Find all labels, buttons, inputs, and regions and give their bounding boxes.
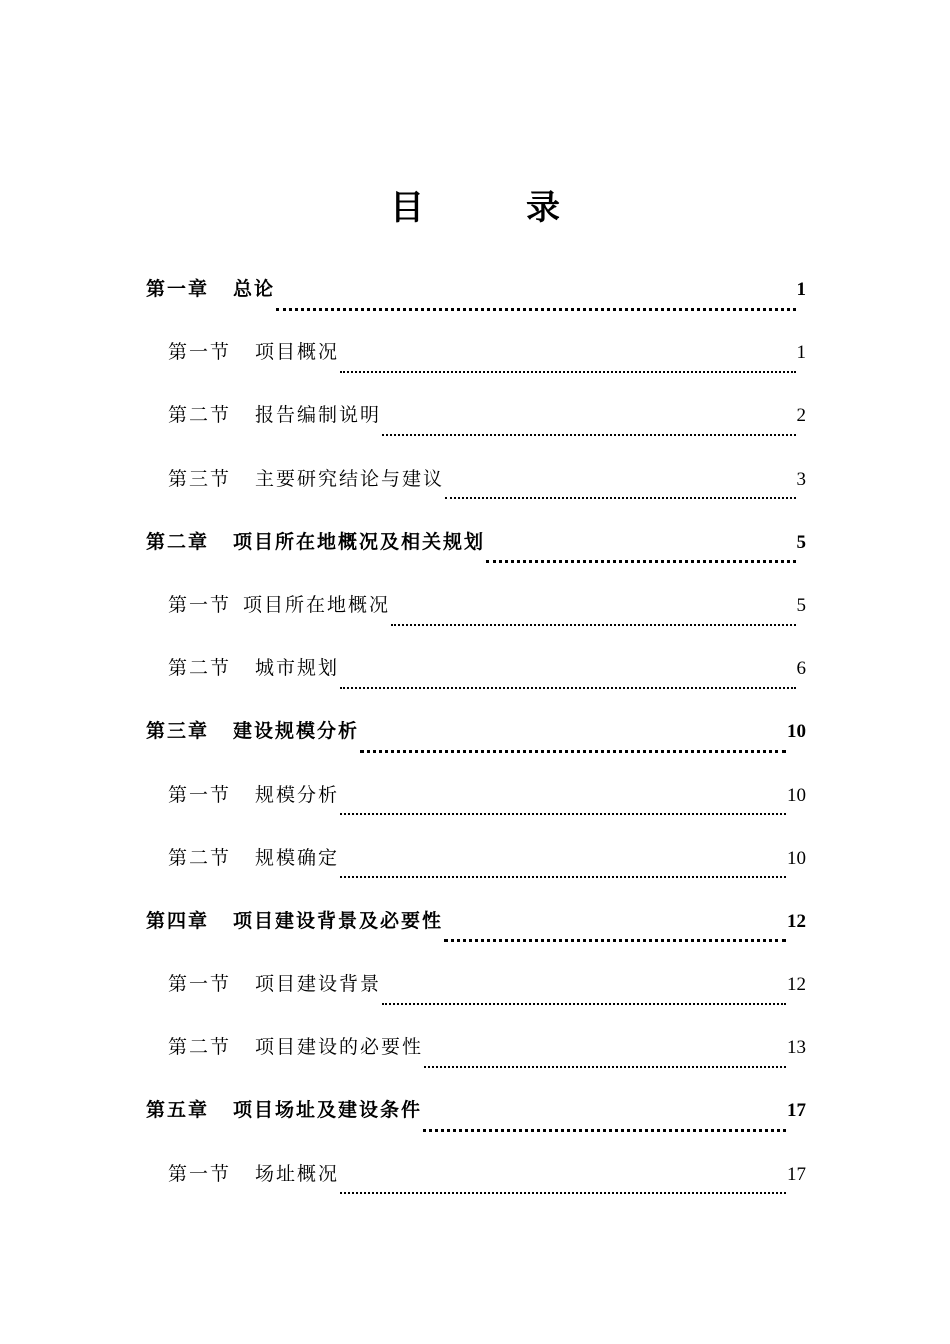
toc-dot-leader — [340, 860, 786, 880]
toc-dot-leader — [276, 292, 795, 312]
toc-entry-label — [146, 1091, 422, 1129]
toc-entry-number: 第三节 — [168, 467, 232, 490]
toc-entry-number: 第二节 — [168, 404, 232, 427]
toc-entry-title: 规模确定 — [255, 846, 340, 869]
toc-entry-label — [168, 396, 381, 434]
toc-entry-title: 项目概况 — [255, 341, 340, 364]
toc-dot-leader — [445, 481, 795, 501]
toc-entry-number: 第一节 — [168, 593, 232, 616]
toc-page-number: 5 — [796, 594, 806, 616]
toc-dot-leader — [423, 1113, 786, 1133]
toc-entry-label — [146, 270, 275, 308]
toc-entry-number: 第一节 — [168, 973, 232, 996]
toc-entry-label — [168, 649, 339, 687]
toc-page-number: 12 — [787, 974, 806, 996]
toc-entry-title: 项目建设背景 — [255, 973, 382, 996]
toc-entry-number: 第一节 — [168, 1162, 232, 1185]
toc-entry-label — [168, 333, 339, 371]
toc-section-entry[interactable] — [146, 776, 806, 839]
toc-dot-leader — [424, 1050, 786, 1070]
toc-dot-leader — [391, 608, 795, 628]
toc-dot-leader — [340, 671, 795, 691]
toc-entry-number: 第五章 — [146, 1099, 210, 1122]
toc-entry-label — [168, 460, 444, 498]
toc-section-entry[interactable] — [146, 649, 806, 712]
toc-entry-number: 第二节 — [168, 657, 232, 680]
toc-chapter-entry[interactable] — [146, 523, 806, 586]
toc-dot-leader — [382, 418, 795, 438]
toc-entry-number: 第一节 — [168, 783, 232, 806]
toc-entry-label — [146, 523, 485, 561]
toc-entry-title: 项目所在地概况 — [243, 593, 391, 616]
toc-entry-number: 第二章 — [146, 530, 210, 553]
toc-page-number: 17 — [787, 1100, 806, 1122]
toc-page-number: 5 — [796, 531, 806, 553]
toc-entry-title: 建设规模分析 — [233, 720, 360, 743]
toc-entry-title: 项目场址及建设条件 — [233, 1099, 423, 1122]
table-of-contents — [146, 270, 806, 1218]
toc-entry-number: 第二节 — [168, 1036, 232, 1059]
toc-page-number: 12 — [787, 910, 806, 932]
toc-entry-label — [168, 965, 381, 1003]
toc-chapter-entry[interactable] — [146, 902, 806, 965]
toc-dot-leader — [382, 987, 786, 1007]
toc-entry-title: 城市规划 — [255, 657, 340, 680]
toc-dot-leader — [486, 544, 795, 564]
toc-entry-label — [168, 586, 390, 624]
toc-entry-title: 场址概况 — [255, 1162, 340, 1185]
toc-entry-title: 主要研究结论与建议 — [255, 467, 445, 490]
toc-dot-leader — [340, 1176, 786, 1196]
toc-dot-leader — [340, 355, 795, 375]
toc-section-entry[interactable] — [146, 460, 806, 523]
toc-page-number: 10 — [787, 847, 806, 869]
toc-section-entry[interactable] — [146, 1028, 806, 1091]
toc-chapter-entry[interactable] — [146, 1091, 806, 1154]
toc-section-entry[interactable] — [146, 1155, 806, 1218]
toc-section-entry[interactable] — [146, 586, 806, 649]
toc-section-entry[interactable] — [146, 333, 806, 396]
toc-page-number: 10 — [787, 721, 806, 743]
toc-dot-leader — [360, 734, 786, 754]
toc-section-entry[interactable] — [146, 396, 806, 459]
toc-entry-number: 第一节 — [168, 341, 232, 364]
toc-page-number: 6 — [796, 658, 806, 680]
toc-entry-label — [168, 839, 339, 877]
toc-entry-label — [146, 712, 359, 750]
toc-page-number: 2 — [796, 405, 806, 427]
toc-entry-label — [146, 902, 443, 940]
toc-entry-number: 第二节 — [168, 846, 232, 869]
toc-dot-leader — [444, 923, 786, 943]
toc-entry-title: 总论 — [233, 278, 276, 300]
toc-entry-label — [168, 1028, 423, 1066]
toc-entry-title: 项目所在地概况及相关规划 — [233, 530, 486, 553]
toc-section-entry[interactable] — [146, 965, 806, 1028]
toc-chapter-entry[interactable] — [146, 270, 806, 333]
toc-page-number: 17 — [787, 1163, 806, 1185]
toc-page-number: 1 — [796, 279, 806, 300]
page-title: 目 录 — [390, 188, 594, 228]
toc-entry-label — [168, 776, 339, 814]
toc-page-number: 10 — [787, 784, 806, 806]
toc-page-number: 1 — [796, 342, 806, 364]
toc-page-number: 3 — [796, 468, 806, 490]
toc-entry-label — [168, 1155, 339, 1193]
toc-section-entry[interactable] — [146, 839, 806, 902]
toc-dot-leader — [340, 797, 786, 817]
toc-entry-title: 规模分析 — [255, 783, 340, 806]
toc-entry-number: 第四章 — [146, 909, 210, 932]
toc-entry-title: 报告编制说明 — [255, 404, 382, 427]
toc-chapter-entry[interactable] — [146, 712, 806, 775]
toc-entry-number: 第一章 — [146, 278, 210, 300]
toc-page-number: 13 — [787, 1037, 806, 1059]
toc-entry-title: 项目建设的必要性 — [255, 1036, 424, 1059]
toc-entry-title: 项目建设背景及必要性 — [233, 909, 444, 932]
toc-entry-number: 第三章 — [146, 720, 210, 743]
